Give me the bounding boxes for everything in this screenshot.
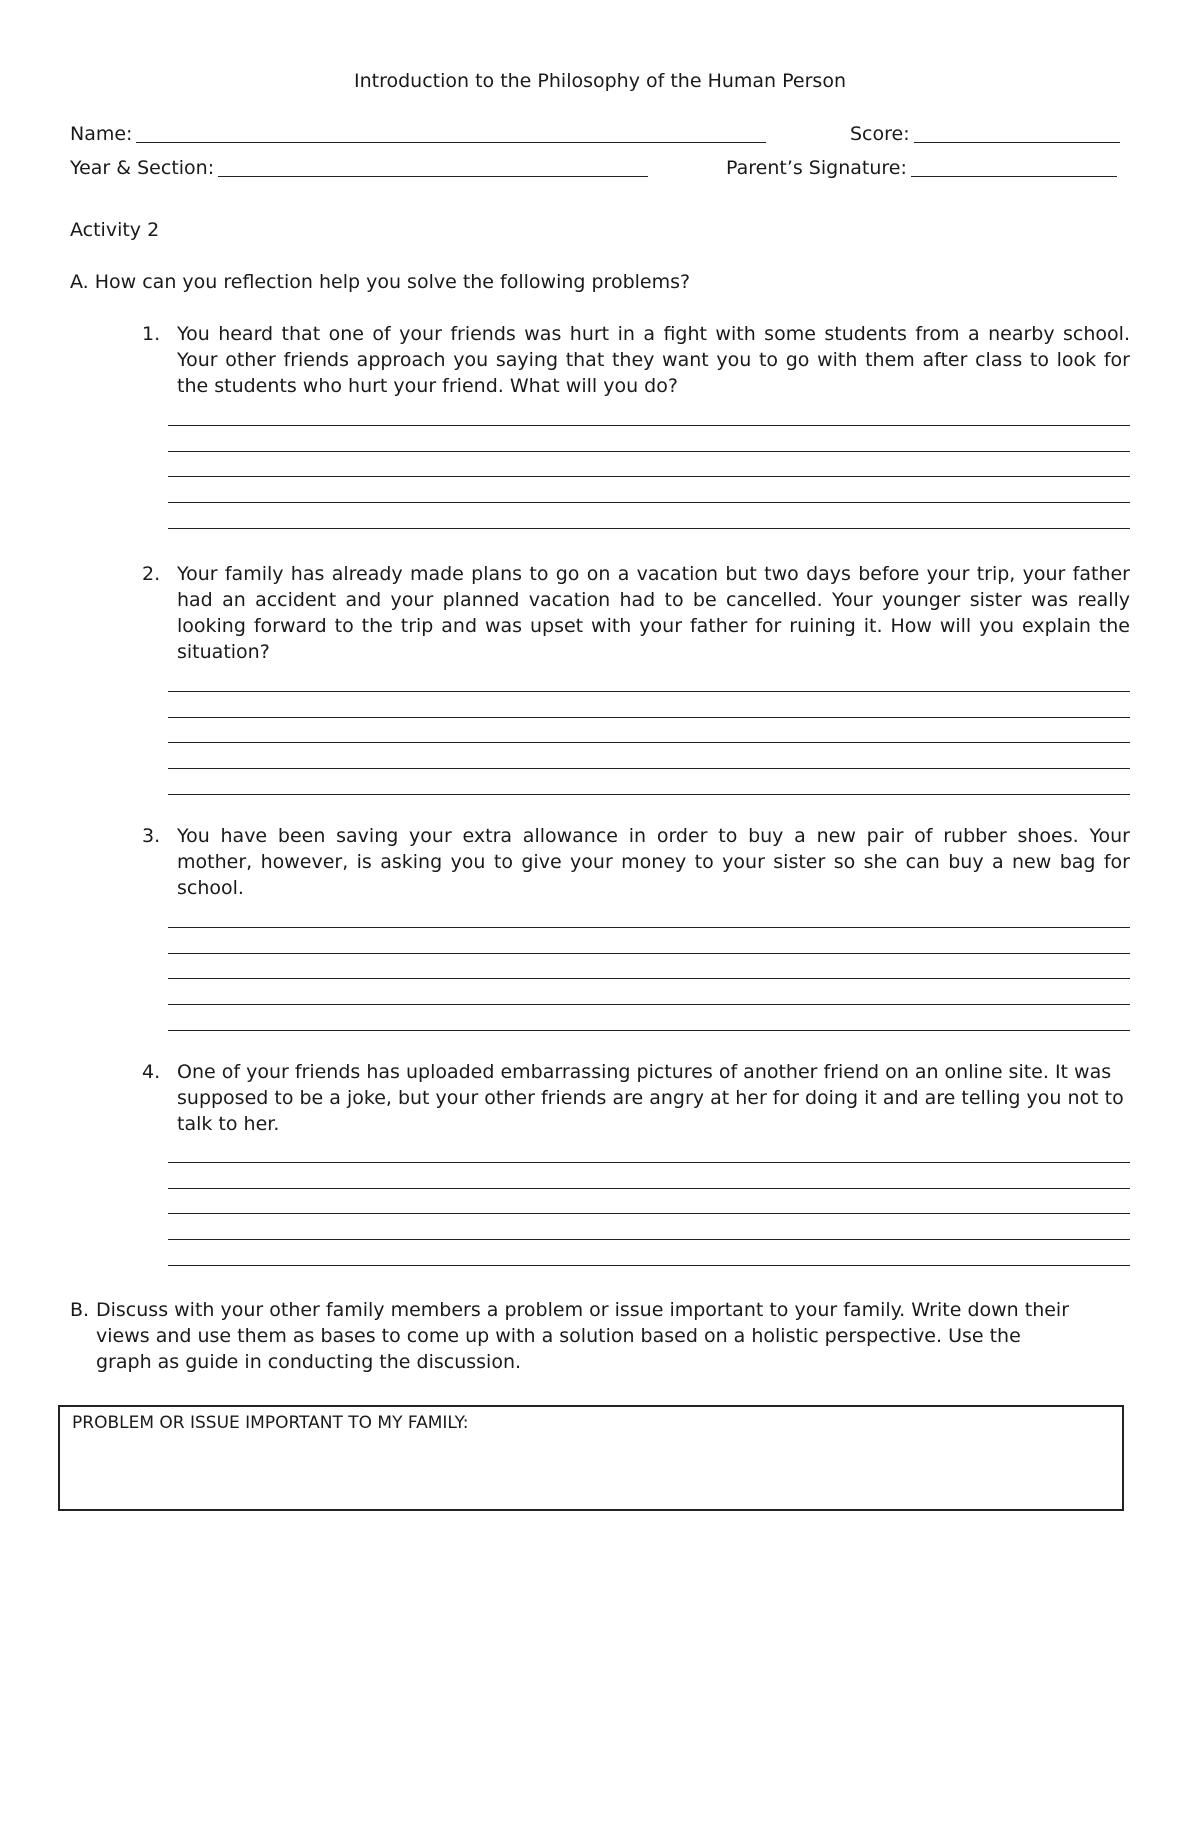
answer-lines-4[interactable] <box>168 1137 1130 1266</box>
year-section-field[interactable] <box>70 155 648 181</box>
question-text: Your family has already made plans to go on a vacation but two days before your trip, your father had an accident and your planned vacation had to be cancelled. Your younger sister was really looking forward to the trip and was upset with your father for ruining it. How will you explain the situation? <box>177 563 1130 663</box>
question-2 <box>142 561 1130 665</box>
document-title: Introduction to the Philosophy of the Human Person <box>353 70 846 92</box>
answer-line[interactable] <box>168 718 1130 744</box>
name-label: Name: <box>70 123 133 145</box>
problem-issue-label: PROBLEM OR ISSUE IMPORTANT TO MY FAMILY: <box>72 1413 469 1433</box>
answer-line[interactable] <box>168 400 1130 426</box>
year-section-blank[interactable] <box>218 176 648 177</box>
answer-line[interactable] <box>168 1163 1130 1189</box>
score-label: Score: <box>850 123 910 145</box>
year-section-label: Year & Section: <box>70 157 215 179</box>
question-text: One of your friends has uploaded embarrassing pictures of another friend on an online site. It was supposed to be a joke, but your other friends are angry at her for doing it and are telling you not to talk to her. <box>177 1061 1124 1135</box>
answer-line[interactable] <box>168 769 1130 795</box>
question-1 <box>142 321 1130 399</box>
answer-line[interactable] <box>168 902 1130 928</box>
answer-line[interactable] <box>168 1189 1130 1215</box>
question-number: 2. <box>142 563 161 585</box>
answer-line[interactable] <box>168 477 1130 503</box>
question-text: You heard that one of your friends was hurt in a fight with some students from a nearby school. Your other friends approach you saying that they want you to go with them after class to look for the students who hurt your friend. What will you do? <box>177 323 1130 397</box>
question-3 <box>142 823 1130 901</box>
answer-line[interactable] <box>168 1005 1130 1031</box>
answer-line[interactable] <box>168 743 1130 769</box>
answer-line[interactable] <box>168 692 1130 718</box>
name-blank[interactable] <box>136 142 766 143</box>
parent-signature-label: Parent’s Signature: <box>726 157 907 179</box>
parent-signature-blank[interactable] <box>911 176 1117 177</box>
score-blank[interactable] <box>914 142 1120 143</box>
answer-line[interactable] <box>168 1240 1130 1266</box>
part-b-label: B. <box>70 1299 90 1321</box>
problem-issue-box[interactable] <box>58 1405 1124 1511</box>
part-a-label: A. <box>70 271 89 293</box>
question-number: 1. <box>142 323 161 345</box>
question-text: You have been saving your extra allowance in order to buy a new pair of rubber shoes. Your mother, however, is asking you to give your money to your sister so she can buy a new bag for school. <box>177 825 1130 899</box>
answer-lines-2[interactable] <box>168 666 1130 795</box>
parent-signature-field[interactable] <box>726 155 1117 181</box>
answer-line[interactable] <box>168 666 1130 692</box>
answer-line[interactable] <box>168 928 1130 954</box>
part-a-prompt <box>70 269 690 295</box>
answer-line[interactable] <box>168 954 1130 980</box>
question-4 <box>142 1059 1130 1137</box>
answer-line[interactable] <box>168 452 1130 478</box>
answer-line[interactable] <box>168 503 1130 529</box>
part-b-instructions <box>70 1297 1070 1375</box>
answer-lines-3[interactable] <box>168 902 1130 1031</box>
answer-lines-1[interactable] <box>168 400 1130 529</box>
part-a-text: How can you reflection help you solve the following problems? <box>94 271 691 293</box>
question-number: 4. <box>142 1061 161 1083</box>
question-number: 3. <box>142 825 161 847</box>
score-field[interactable] <box>850 121 1120 147</box>
answer-line[interactable] <box>168 979 1130 1005</box>
answer-line[interactable] <box>168 1214 1130 1240</box>
name-field[interactable] <box>70 121 766 147</box>
answer-line[interactable] <box>168 426 1130 452</box>
answer-line[interactable] <box>168 1137 1130 1163</box>
part-b-text: Discuss with your other family members a problem or issue important to your family. Write down their views and use them as bases to come up with a solution based on a holistic perspective. Use the graph as guide in conducting the discussion. <box>96 1299 1070 1373</box>
activity-title: Activity 2 <box>70 219 160 241</box>
